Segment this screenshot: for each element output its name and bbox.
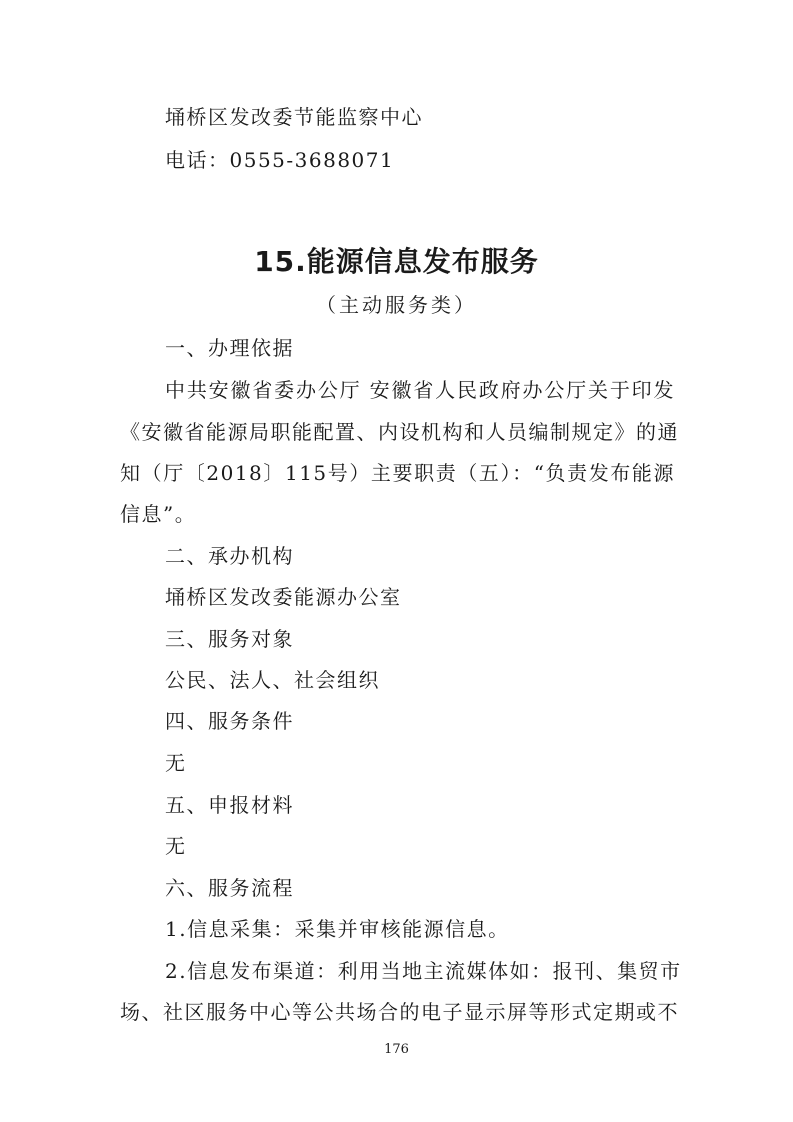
basis-line: 《安徽省能源局职能配置、内设机构和人员编制规定》的通 [120, 420, 679, 444]
section-title: 15.能源信息发布服务 [254, 245, 539, 278]
conditions-heading: 四、服务条件 [165, 709, 294, 733]
agency-value: 埇桥区发改委能源办公室 [165, 585, 402, 609]
conditions-value: 无 [165, 751, 187, 775]
targets-heading: 三、服务对象 [165, 627, 294, 651]
materials-heading: 五、申报材料 [165, 793, 294, 817]
process-step-2-line: 场、社区服务中心等公共场合的电子显示屏等形式定期或不 [120, 1000, 679, 1024]
basis-line: 知（厅〔2018〕115号）主要职责（五）：“负责发布能源 [120, 461, 675, 485]
process-step-2-line: 2.信息发布渠道：利用当地主流媒体如：报刊、集贸市 [165, 959, 682, 983]
process-step-1: 1.信息采集：采集并审核能源信息。 [165, 917, 510, 941]
section-subtitle: （主动服务类） [316, 293, 477, 317]
org-name: 埇桥区发改委节能监察中心 [165, 105, 423, 129]
basis-line: 中共安徽省委办公厅 安徽省人民政府办公厅关于印发 [165, 378, 675, 402]
basis-line: 信息”。 [120, 502, 197, 526]
agency-heading: 二、承办机构 [165, 544, 294, 568]
page-number: 176 [384, 1042, 409, 1057]
materials-value: 无 [165, 834, 187, 858]
targets-value: 公民、法人、社会组织 [165, 668, 380, 692]
phone-number: 电话：0555-3688071 [165, 148, 395, 172]
process-heading: 六、服务流程 [165, 876, 294, 900]
basis-heading: 一、办理依据 [165, 336, 294, 360]
